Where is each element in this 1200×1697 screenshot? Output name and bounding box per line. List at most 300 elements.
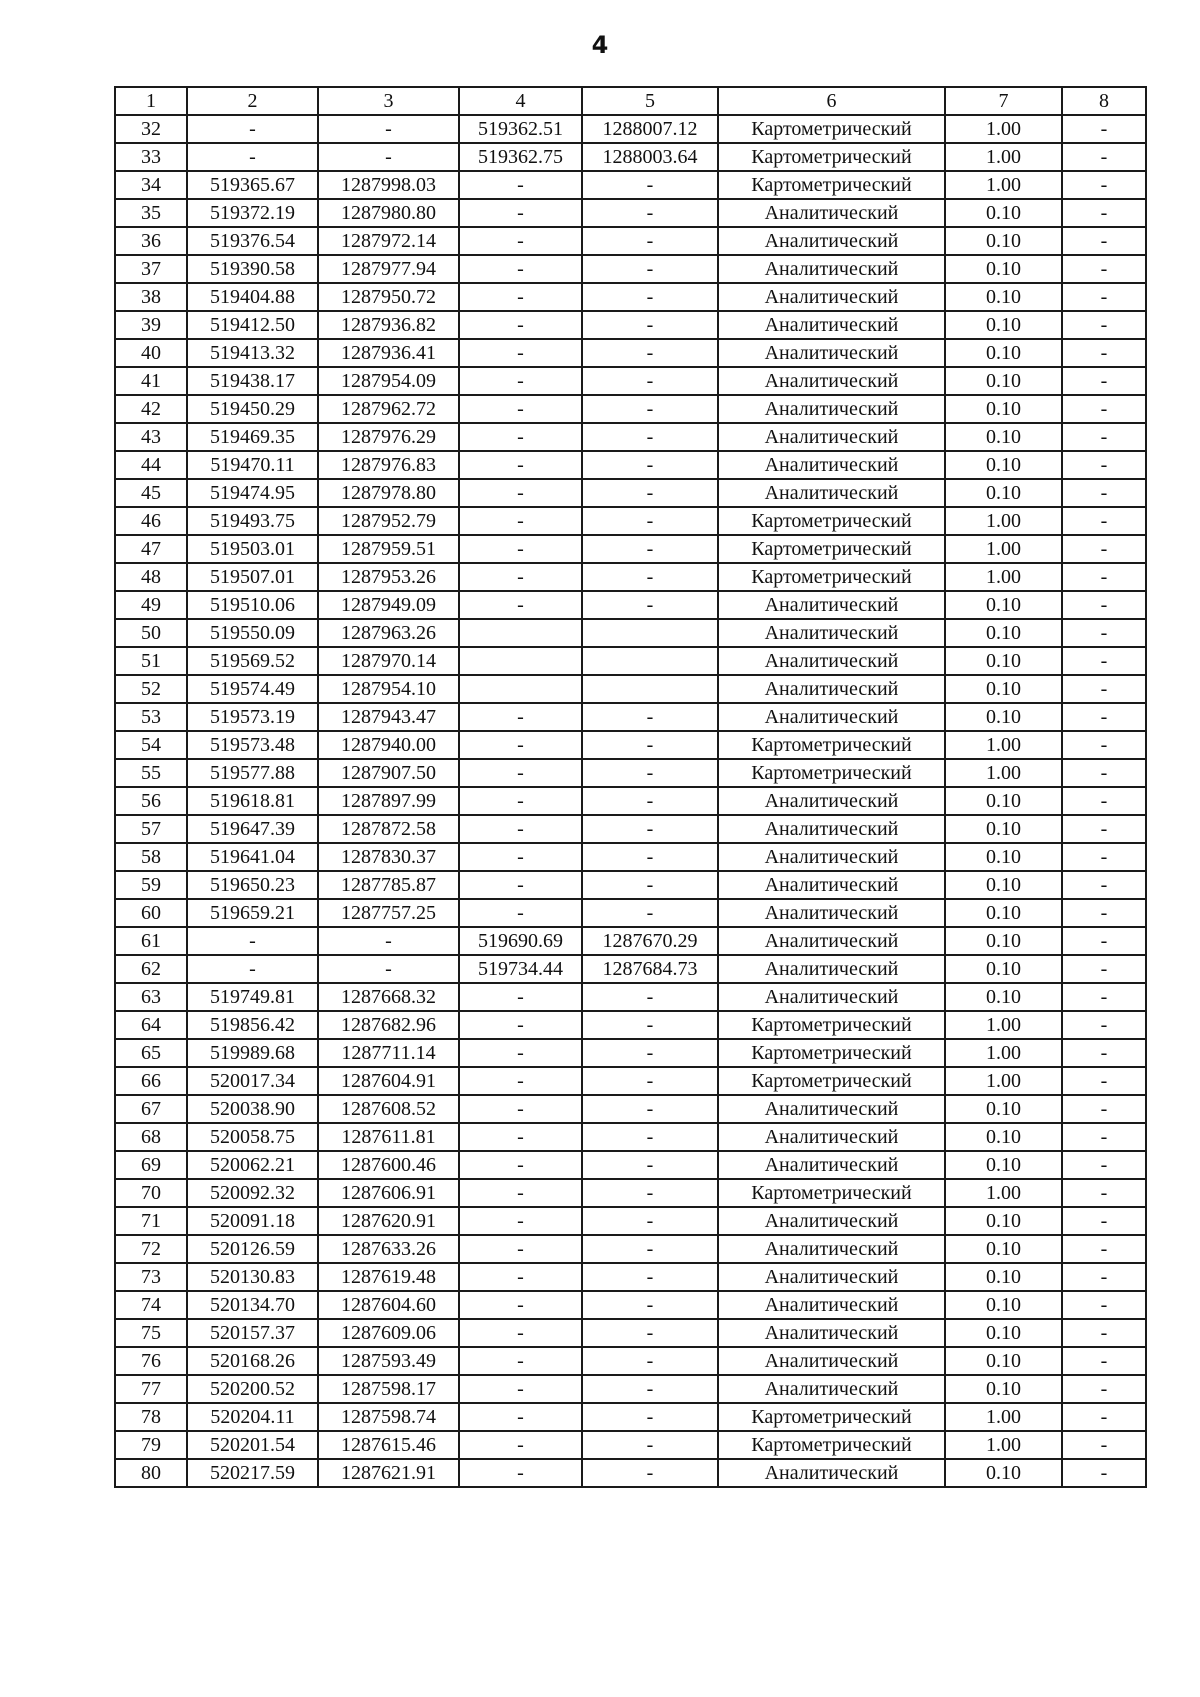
table-cell-col-4: - [459,731,582,759]
table-cell-col-4: - [459,1319,582,1347]
table-cell-col-7: 0.10 [945,367,1062,395]
table-row [115,367,1146,395]
table-cell-col-6: Аналитический [718,1375,945,1403]
table-cell-col-7: 0.10 [945,339,1062,367]
table-cell-col-5: - [582,591,718,619]
table-cell-col-8: - [1062,815,1146,843]
table-cell-col-8: - [1062,1123,1146,1151]
table-cell-col-5: - [582,1151,718,1179]
table-cell-col-7: 0.10 [945,787,1062,815]
table-cell-col-8: - [1062,423,1146,451]
table-row [115,703,1146,731]
column-header-2: 2 [187,87,318,115]
table-cell-col-1: 75 [115,1319,187,1347]
table-cell-col-4: - [459,1375,582,1403]
table-cell-col-3: 1287980.80 [318,199,459,227]
table-cell-col-8: - [1062,927,1146,955]
table-cell-col-2: 520168.26 [187,1347,318,1375]
table-cell-col-2: 519404.88 [187,283,318,311]
table-cell-col-6: Аналитический [718,283,945,311]
table-cell-col-5: - [582,1347,718,1375]
table-cell-col-1: 57 [115,815,187,843]
table-cell-col-7: 1.00 [945,171,1062,199]
table-cell-col-2: 519390.58 [187,255,318,283]
table-cell-col-6: Аналитический [718,899,945,927]
table-cell-col-6: Картометрический [718,759,945,787]
table-cell-col-4: - [459,1207,582,1235]
table-cell-col-3: 1287598.17 [318,1375,459,1403]
table-cell-col-1: 73 [115,1263,187,1291]
table-cell-col-5: - [582,759,718,787]
table-cell-col-7: 0.10 [945,1291,1062,1319]
table-cell-col-6: Аналитический [718,339,945,367]
table-cell-col-5: - [582,1291,718,1319]
table-cell-col-3: 1287907.50 [318,759,459,787]
table-cell-col-4: - [459,1263,582,1291]
column-header-1: 1 [115,87,187,115]
table-cell-col-8: - [1062,647,1146,675]
table-cell-col-3: 1287963.26 [318,619,459,647]
table-cell-col-1: 67 [115,1095,187,1123]
table-cell-col-4: - [459,843,582,871]
table-cell-col-5: 1288007.12 [582,115,718,143]
table-cell-col-4: - [459,1067,582,1095]
table-cell-col-1: 51 [115,647,187,675]
table-cell-col-3: - [318,955,459,983]
table-cell-col-6: Аналитический [718,255,945,283]
table-cell-col-1: 76 [115,1347,187,1375]
table-cell-col-7: 0.10 [945,703,1062,731]
table-cell-col-3: 1287970.14 [318,647,459,675]
table-cell-col-4: - [459,535,582,563]
table-cell-col-2: 520134.70 [187,1291,318,1319]
table-cell-col-1: 54 [115,731,187,759]
table-cell-col-6: Картометрический [718,115,945,143]
table-cell-col-7: 0.10 [945,1235,1062,1263]
table-cell-col-5 [582,619,718,647]
table-cell-col-2: 519641.04 [187,843,318,871]
table-row [115,675,1146,703]
table-cell-col-1: 46 [115,507,187,535]
table-cell-col-4: - [459,339,582,367]
table-cell-col-2: - [187,115,318,143]
table-row [115,115,1146,143]
table-cell-col-4: - [459,563,582,591]
table-row [115,1291,1146,1319]
table-cell-col-3: 1287872.58 [318,815,459,843]
table-cell-col-3: 1287682.96 [318,1011,459,1039]
table-cell-col-1: 44 [115,451,187,479]
table-cell-col-7: 1.00 [945,115,1062,143]
table-cell-col-3: 1287757.25 [318,899,459,927]
table-cell-col-2: 520157.37 [187,1319,318,1347]
table-row [115,563,1146,591]
table-cell-col-3: - [318,143,459,171]
table-row [115,1011,1146,1039]
table-cell-col-3: 1287976.83 [318,451,459,479]
table-cell-col-4: - [459,815,582,843]
table-row [115,1347,1146,1375]
table-cell-col-1: 43 [115,423,187,451]
table-cell-col-5: - [582,1403,718,1431]
table-cell-col-4: - [459,1151,582,1179]
table-cell-col-5: 1287684.73 [582,955,718,983]
table-cell-col-2: 519413.32 [187,339,318,367]
table-cell-col-3: 1287953.26 [318,563,459,591]
table-cell-col-8: - [1062,1459,1146,1487]
table-cell-col-6: Картометрический [718,1179,945,1207]
table-row [115,1179,1146,1207]
column-header-5: 5 [582,87,718,115]
table-cell-col-2: 519438.17 [187,367,318,395]
table-cell-col-1: 37 [115,255,187,283]
table-cell-col-6: Аналитический [718,787,945,815]
table-cell-col-6: Аналитический [718,1459,945,1487]
table-cell-col-2: 519659.21 [187,899,318,927]
table-cell-col-5: - [582,255,718,283]
table-cell-col-1: 35 [115,199,187,227]
table-cell-col-5: 1287670.29 [582,927,718,955]
table-cell-col-7: 0.10 [945,1151,1062,1179]
table-cell-col-3: 1287972.14 [318,227,459,255]
table-cell-col-3: 1287606.91 [318,1179,459,1207]
table-row [115,787,1146,815]
table-cell-col-2: 519573.48 [187,731,318,759]
table-cell-col-5: - [582,171,718,199]
table-cell-col-7: 0.10 [945,619,1062,647]
table-cell-col-3: 1287711.14 [318,1039,459,1067]
page-number: 4 [591,31,609,59]
table-cell-col-5: - [582,1431,718,1459]
header-row [115,87,1146,115]
table-cell-col-2: 519569.52 [187,647,318,675]
table-cell-col-1: 47 [115,535,187,563]
table-cell-col-7: 1.00 [945,1179,1062,1207]
table-cell-col-1: 60 [115,899,187,927]
table-cell-col-1: 71 [115,1207,187,1235]
table-cell-col-8: - [1062,563,1146,591]
table-cell-col-3: 1287830.37 [318,843,459,871]
table-cell-col-3: 1287954.09 [318,367,459,395]
table-row [115,815,1146,843]
table-cell-col-7: 1.00 [945,507,1062,535]
table-cell-col-6: Аналитический [718,1095,945,1123]
table-cell-col-1: 65 [115,1039,187,1067]
table-cell-col-6: Аналитический [718,703,945,731]
table-cell-col-1: 78 [115,1403,187,1431]
table-cell-col-8: - [1062,1319,1146,1347]
table-cell-col-1: 80 [115,1459,187,1487]
table-cell-col-5: - [582,787,718,815]
table-cell-col-6: Аналитический [718,1151,945,1179]
table-cell-col-5 [582,647,718,675]
table-cell-col-4: - [459,171,582,199]
table-cell-col-5: - [582,507,718,535]
column-header-4: 4 [459,87,582,115]
table-cell-col-8: - [1062,1235,1146,1263]
table-cell-col-8: - [1062,1151,1146,1179]
table-cell-col-5: - [582,311,718,339]
table-cell-col-4: 519734.44 [459,955,582,983]
table-cell-col-4: - [459,367,582,395]
table-cell-col-3: 1287593.49 [318,1347,459,1375]
table-cell-col-4: - [459,703,582,731]
table-cell-col-1: 55 [115,759,187,787]
table-cell-col-8: - [1062,367,1146,395]
table-cell-col-8: - [1062,283,1146,311]
table-row [115,339,1146,367]
table-cell-col-8: - [1062,1011,1146,1039]
table-cell-col-7: 0.10 [945,1459,1062,1487]
table-row [115,1263,1146,1291]
table-cell-col-8: - [1062,311,1146,339]
table-row [115,1151,1146,1179]
table-cell-col-3: 1287954.10 [318,675,459,703]
table-cell-col-4: - [459,199,582,227]
table-cell-col-4: - [459,1039,582,1067]
table-cell-col-4 [459,619,582,647]
table-cell-col-4: 519690.69 [459,927,582,955]
table-cell-col-5: - [582,395,718,423]
column-header-6: 6 [718,87,945,115]
table-cell-col-5: - [582,731,718,759]
table-cell-col-8: - [1062,591,1146,619]
table-cell-col-7: 0.10 [945,1347,1062,1375]
table-cell-col-4: 519362.75 [459,143,582,171]
table-cell-col-2: 520017.34 [187,1067,318,1095]
table-cell-col-7: 0.10 [945,675,1062,703]
table-cell-col-5: - [582,1319,718,1347]
table-cell-col-6: Аналитический [718,479,945,507]
table-cell-col-6: Аналитический [718,927,945,955]
table-cell-col-5: - [582,451,718,479]
table-cell-col-2: 520201.54 [187,1431,318,1459]
table-cell-col-7: 0.10 [945,283,1062,311]
table-cell-col-6: Аналитический [718,451,945,479]
table-cell-col-8: - [1062,759,1146,787]
table-cell-col-7: 0.10 [945,451,1062,479]
column-header-8: 8 [1062,87,1146,115]
table-row [115,479,1146,507]
table-cell-col-7: 0.10 [945,1095,1062,1123]
table-cell-col-1: 79 [115,1431,187,1459]
table-row [115,1375,1146,1403]
table-cell-col-8: - [1062,143,1146,171]
table-row [115,199,1146,227]
table-cell-col-2: 519618.81 [187,787,318,815]
table-cell-col-1: 72 [115,1235,187,1263]
table-cell-col-2: 520217.59 [187,1459,318,1487]
table-cell-col-7: 0.10 [945,647,1062,675]
table-row [115,647,1146,675]
table-cell-col-2: 520058.75 [187,1123,318,1151]
table-cell-col-7: 0.10 [945,1123,1062,1151]
table-cell-col-8: - [1062,227,1146,255]
table-cell-col-8: - [1062,675,1146,703]
table-cell-col-6: Картометрический [718,1067,945,1095]
table-cell-col-2: 520062.21 [187,1151,318,1179]
table-cell-col-3: 1287785.87 [318,871,459,899]
table-cell-col-1: 62 [115,955,187,983]
table-cell-col-2: 519573.19 [187,703,318,731]
table-cell-col-5: - [582,703,718,731]
table-cell-col-1: 58 [115,843,187,871]
table-cell-col-6: Картометрический [718,731,945,759]
table-cell-col-6: Аналитический [718,1319,945,1347]
table-row [115,283,1146,311]
table-row [115,535,1146,563]
table-cell-col-1: 50 [115,619,187,647]
table-row [115,1039,1146,1067]
table-cell-col-8: - [1062,1067,1146,1095]
table-cell-col-8: - [1062,1291,1146,1319]
table-cell-col-8: - [1062,787,1146,815]
table-cell-col-8: - [1062,395,1146,423]
table-cell-col-3: 1287608.52 [318,1095,459,1123]
table-row [115,1319,1146,1347]
table-cell-col-6: Аналитический [718,1207,945,1235]
table-cell-col-3: 1287998.03 [318,171,459,199]
table-cell-col-7: 1.00 [945,731,1062,759]
table-cell-col-1: 64 [115,1011,187,1039]
table-cell-col-4: - [459,1235,582,1263]
table-cell-col-5: - [582,843,718,871]
table-cell-col-3: 1287950.72 [318,283,459,311]
table-cell-col-3: 1287668.32 [318,983,459,1011]
table-cell-col-7: 0.10 [945,395,1062,423]
table-cell-col-2: 519989.68 [187,1039,318,1067]
table-cell-col-5: - [582,1039,718,1067]
table-cell-col-1: 48 [115,563,187,591]
table-cell-col-5: - [582,899,718,927]
table-cell-col-5: - [582,1095,718,1123]
table-cell-col-2: 520092.32 [187,1179,318,1207]
table-cell-col-2: 519474.95 [187,479,318,507]
table-cell-col-1: 61 [115,927,187,955]
table-cell-col-8: - [1062,1263,1146,1291]
table-cell-col-7: 0.10 [945,871,1062,899]
table-cell-col-1: 52 [115,675,187,703]
table-cell-col-1: 45 [115,479,187,507]
table-cell-col-5: - [582,563,718,591]
table-cell-col-5: - [582,535,718,563]
table-cell-col-6: Аналитический [718,1263,945,1291]
table-cell-col-8: - [1062,1347,1146,1375]
table-cell-col-3: 1287633.26 [318,1235,459,1263]
table-cell-col-1: 66 [115,1067,187,1095]
table-cell-col-8: - [1062,731,1146,759]
table-cell-col-2: 520130.83 [187,1263,318,1291]
table-cell-col-3: 1287976.29 [318,423,459,451]
table-cell-col-2: 519507.01 [187,563,318,591]
table-cell-col-6: Аналитический [718,591,945,619]
table-cell-col-5 [582,675,718,703]
table-cell-col-7: 0.10 [945,815,1062,843]
table-cell-col-5: - [582,1375,718,1403]
table-cell-col-4: - [459,1459,582,1487]
table-cell-col-1: 39 [115,311,187,339]
table-cell-col-4: - [459,1291,582,1319]
table-cell-col-4: - [459,423,582,451]
table-cell-col-2: - [187,143,318,171]
table-cell-col-8: - [1062,871,1146,899]
table-cell-col-8: - [1062,955,1146,983]
table-cell-col-6: Картометрический [718,1039,945,1067]
table-cell-col-8: - [1062,507,1146,535]
column-header-7: 7 [945,87,1062,115]
table-cell-col-4 [459,647,582,675]
table-cell-col-8: - [1062,1431,1146,1459]
table-cell-col-3: 1287897.99 [318,787,459,815]
table-row [115,927,1146,955]
table-cell-col-3: 1287598.74 [318,1403,459,1431]
table-cell-col-8: - [1062,339,1146,367]
table-cell-col-6: Аналитический [718,647,945,675]
table-cell-col-1: 40 [115,339,187,367]
table-cell-col-5: - [582,199,718,227]
table-cell-col-8: - [1062,479,1146,507]
table-cell-col-2: 520038.90 [187,1095,318,1123]
table-cell-col-3: 1287949.09 [318,591,459,619]
table-cell-col-7: 0.10 [945,591,1062,619]
table-cell-col-8: - [1062,703,1146,731]
table-cell-col-3: 1287940.00 [318,731,459,759]
table-row [115,395,1146,423]
table-cell-col-8: - [1062,843,1146,871]
table-cell-col-8: - [1062,1207,1146,1235]
table-cell-col-3: 1287620.91 [318,1207,459,1235]
table-row [115,1123,1146,1151]
table-cell-col-3: 1287936.82 [318,311,459,339]
table-cell-col-3: 1287615.46 [318,1431,459,1459]
table-cell-col-5: - [582,423,718,451]
table-cell-col-7: 0.10 [945,199,1062,227]
table-cell-col-6: Аналитический [718,367,945,395]
table-cell-col-6: Картометрический [718,1403,945,1431]
table-row [115,451,1146,479]
table-cell-col-4: - [459,1095,582,1123]
table-cell-col-1: 33 [115,143,187,171]
table-cell-col-2: 519450.29 [187,395,318,423]
table-cell-col-6: Аналитический [718,1235,945,1263]
table-cell-col-4: - [459,983,582,1011]
table-cell-col-7: 0.10 [945,983,1062,1011]
table-cell-col-6: Картометрический [718,535,945,563]
table-cell-col-3: 1287609.06 [318,1319,459,1347]
table-cell-col-1: 70 [115,1179,187,1207]
table-cell-col-7: 0.10 [945,227,1062,255]
table-cell-col-6: Аналитический [718,1347,945,1375]
table-cell-col-6: Аналитический [718,227,945,255]
table-cell-col-1: 59 [115,871,187,899]
table-cell-col-3: - [318,115,459,143]
table-cell-col-7: 0.10 [945,423,1062,451]
coordinates-table [114,86,1147,1488]
column-header-3: 3 [318,87,459,115]
table-cell-col-4: - [459,255,582,283]
table-cell-col-2: 520091.18 [187,1207,318,1235]
table-cell-col-5: - [582,1207,718,1235]
table-cell-col-5: 1288003.64 [582,143,718,171]
table-cell-col-7: 1.00 [945,1039,1062,1067]
table-cell-col-7: 0.10 [945,311,1062,339]
table-cell-col-8: - [1062,1375,1146,1403]
table-cell-col-8: - [1062,899,1146,927]
table-cell-col-6: Аналитический [718,311,945,339]
table-cell-col-3: 1287952.79 [318,507,459,535]
table-row [115,955,1146,983]
table-cell-col-7: 0.10 [945,1263,1062,1291]
